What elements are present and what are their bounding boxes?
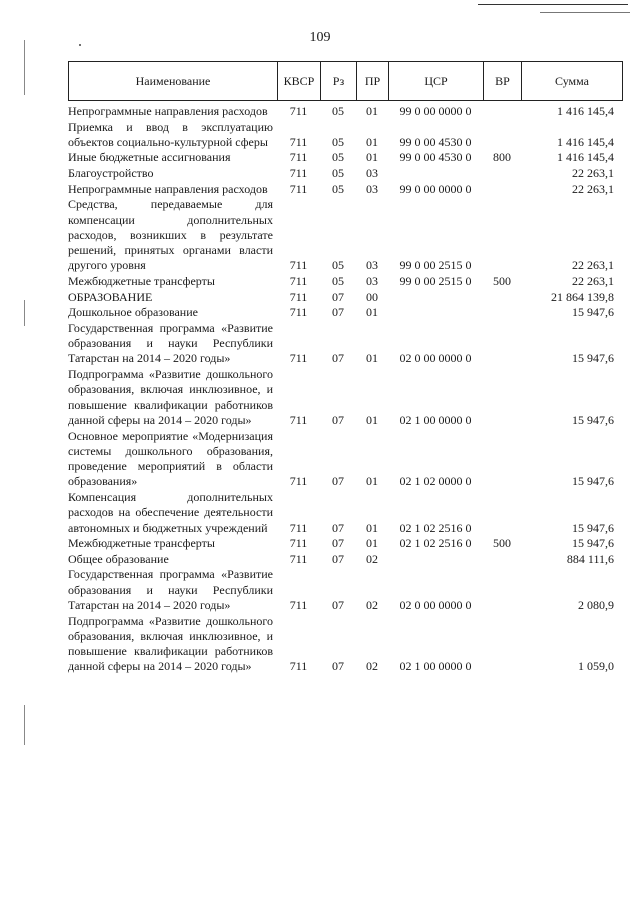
cell-pr: 03 (366, 166, 378, 181)
cell-kvsr: 711 (289, 536, 308, 551)
cell-sum: 15 947,6 (572, 412, 614, 427)
header-sum: Сумма (555, 73, 589, 88)
cell-csr: 99 0 00 0000 0 (399, 181, 472, 196)
cell-rz: 07 (332, 597, 344, 612)
cell-name: Непрограммные направления расходов (68, 104, 268, 118)
table-row (68, 367, 623, 428)
cell-pr: 02 (366, 597, 378, 612)
cell-name: Благоустройство (68, 166, 154, 181)
cell-vr: 800 (493, 150, 511, 165)
cell-kvsr: 711 (289, 659, 308, 674)
cell-name: Общее образование (68, 551, 169, 566)
table-row (68, 197, 623, 273)
cell-pr: 01 (366, 104, 378, 118)
cell-name: Непрограммные направления расходов (68, 181, 268, 196)
cell-pr: 03 (366, 274, 378, 289)
cell-rz: 07 (332, 305, 344, 320)
cell-pr: 02 (366, 659, 378, 674)
cell-csr: 02 1 02 2516 0 (399, 536, 472, 551)
header-csr: ЦСР (389, 62, 484, 100)
cell-rz: 07 (332, 351, 344, 366)
cell-sum: 15 947,6 (572, 536, 614, 551)
cell-vr: 500 (493, 536, 511, 551)
cell-name: Основное мероприятие «Модернизация системы дошкольного образования, проведение мероприятий в области образования» (68, 428, 273, 489)
cell-name: Подпрограмма «Развитие дошкольного образования, включая инклюзивное, и повышение квалификации работников данной сферы на 2014 – 2020 годы» (68, 613, 273, 674)
cell-csr: 02 1 00 0000 0 (399, 659, 472, 674)
cell-pr: 02 (366, 551, 378, 566)
cell-name: Межбюджетные трансферты (68, 274, 215, 289)
table-row (68, 490, 623, 536)
cell-kvsr: 711 (289, 597, 308, 612)
cell-kvsr: 711 (289, 351, 308, 366)
cell-rz: 05 (332, 134, 344, 149)
cell-pr: 00 (366, 289, 378, 304)
cell-csr: 99 0 00 2515 0 (399, 258, 472, 273)
cell-pr: 03 (366, 258, 378, 273)
cell-csr: 02 0 00 0000 0 (399, 597, 472, 612)
cell-kvsr: 711 (289, 166, 308, 181)
cell-sum: 22 263,1 (572, 181, 614, 196)
cell-rz: 05 (332, 274, 344, 289)
cell-kvsr: 711 (289, 134, 308, 149)
cell-rz: 07 (332, 474, 344, 489)
cell-kvsr: 711 (289, 104, 308, 118)
cell-csr: 02 1 02 2516 0 (399, 520, 472, 535)
table-row (68, 274, 623, 289)
cell-pr: 01 (366, 134, 378, 149)
table-row (68, 120, 623, 151)
cell-kvsr: 711 (289, 412, 308, 427)
cell-csr: 99 0 00 4530 0 (399, 134, 472, 149)
header-kvsr: КВСР (278, 62, 321, 100)
cell-name: Государственная программа «Развитие образования и науки Республики Татарстан на 2014 – 2020 годы» (68, 567, 273, 612)
cell-name: Межбюджетные трансферты (68, 536, 215, 551)
cell-name: Компенсация дополнительных расходов на обеспечение деятельности автономных и бюджетных учреждений (68, 489, 273, 535)
cell-sum: 15 947,6 (572, 474, 614, 489)
cell-rz: 05 (332, 181, 344, 196)
cell-name: Дошкольное образование (68, 305, 198, 320)
table-row (68, 614, 623, 675)
cell-sum: 1 416 145,4 (557, 150, 614, 165)
cell-sum: 22 263,1 (572, 258, 614, 273)
cell-pr: 01 (366, 520, 378, 535)
cell-rz: 07 (332, 289, 344, 304)
cell-name: Государственная программа «Развитие образования и науки Республики Татарстан на 2014 – 2020 годы» (68, 320, 273, 366)
table-row (68, 166, 623, 181)
cell-csr: 02 1 02 0000 0 (399, 474, 472, 489)
table-row (68, 104, 623, 119)
header-rz: Рз (321, 62, 357, 100)
top-border-line-secondary (540, 12, 630, 13)
cell-name: Средства, передаваемые для компенсации дополнительных расходов, возникших в результате решений, принятых органами власти другого уровня (68, 197, 273, 273)
table-header (68, 61, 623, 101)
cell-pr: 01 (366, 412, 378, 427)
cell-pr: 01 (366, 305, 378, 320)
header-pr: ПР (357, 62, 389, 100)
table-row (68, 567, 623, 613)
cell-csr: 02 1 00 0000 0 (399, 412, 472, 427)
cell-pr: 03 (366, 181, 378, 196)
cell-kvsr: 711 (289, 274, 308, 289)
table-row (68, 552, 623, 567)
binding-margin-mark (24, 705, 25, 745)
cell-kvsr: 711 (289, 474, 308, 489)
binding-margin-mark (24, 300, 25, 326)
cell-rz: 07 (332, 659, 344, 674)
cell-rz: 07 (332, 536, 344, 551)
cell-sum: 15 947,6 (572, 351, 614, 366)
table-row (68, 150, 623, 165)
cell-kvsr: 711 (289, 258, 308, 273)
cell-csr: 99 0 00 0000 0 (399, 104, 472, 118)
cell-vr: 500 (493, 274, 511, 289)
cell-sum: 1 059,0 (578, 659, 614, 674)
budget-table-body (68, 104, 623, 675)
cell-sum: 884 111,6 (566, 551, 614, 566)
cell-kvsr: 711 (289, 551, 308, 566)
cell-sum: 22 263,1 (572, 166, 614, 181)
table-row (68, 429, 623, 490)
header-name: Наименование (69, 62, 278, 100)
cell-rz: 07 (332, 520, 344, 535)
cell-kvsr: 711 (289, 289, 308, 304)
table-row (68, 182, 623, 197)
table-row (68, 536, 623, 551)
table-row (68, 305, 623, 320)
header-vr: ВР (484, 62, 522, 100)
table-row (68, 321, 623, 367)
cell-name: Приемка и ввод в эксплуатацию объектов социально-культурной сферы (68, 119, 273, 149)
cell-rz: 07 (332, 551, 344, 566)
cell-rz: 05 (332, 104, 344, 118)
cell-csr: 99 0 00 4530 0 (399, 150, 472, 165)
cell-sum: 22 263,1 (572, 274, 614, 289)
page-number: 109 (309, 30, 331, 45)
cell-rz: 05 (332, 150, 344, 165)
table-row (68, 290, 623, 305)
cell-name: ОБРАЗОВАНИЕ (68, 289, 153, 304)
cell-name: Подпрограмма «Развитие дошкольного образования, включая инклюзивное, и повышение квалификации работников данной сферы на 2014 – 2020 годы» (68, 367, 273, 427)
cell-sum: 2 080,9 (578, 597, 614, 612)
cell-sum: 15 947,6 (572, 305, 614, 320)
top-border-line (478, 4, 628, 5)
cell-kvsr: 711 (289, 305, 308, 320)
cell-rz: 05 (332, 258, 344, 273)
cell-name: Иные бюджетные ассигнования (68, 150, 231, 165)
cell-rz: 07 (332, 412, 344, 427)
cell-pr: 01 (366, 474, 378, 489)
cell-rz: 05 (332, 166, 344, 181)
cell-sum: 15 947,6 (572, 520, 614, 535)
cell-kvsr: 711 (289, 181, 308, 196)
cell-pr: 01 (366, 351, 378, 366)
cell-sum: 21 864 139,8 (551, 289, 614, 304)
cell-pr: 01 (366, 150, 378, 165)
cell-pr: 01 (366, 536, 378, 551)
binding-margin-mark (24, 40, 25, 95)
cell-kvsr: 711 (289, 150, 308, 165)
cell-csr: 99 0 00 2515 0 (399, 274, 472, 289)
cell-kvsr: 711 (289, 520, 308, 535)
cell-csr: 02 0 00 0000 0 (399, 351, 472, 366)
cell-sum: 1 416 145,4 (557, 134, 614, 149)
cell-sum: 1 416 145,4 (557, 104, 614, 118)
